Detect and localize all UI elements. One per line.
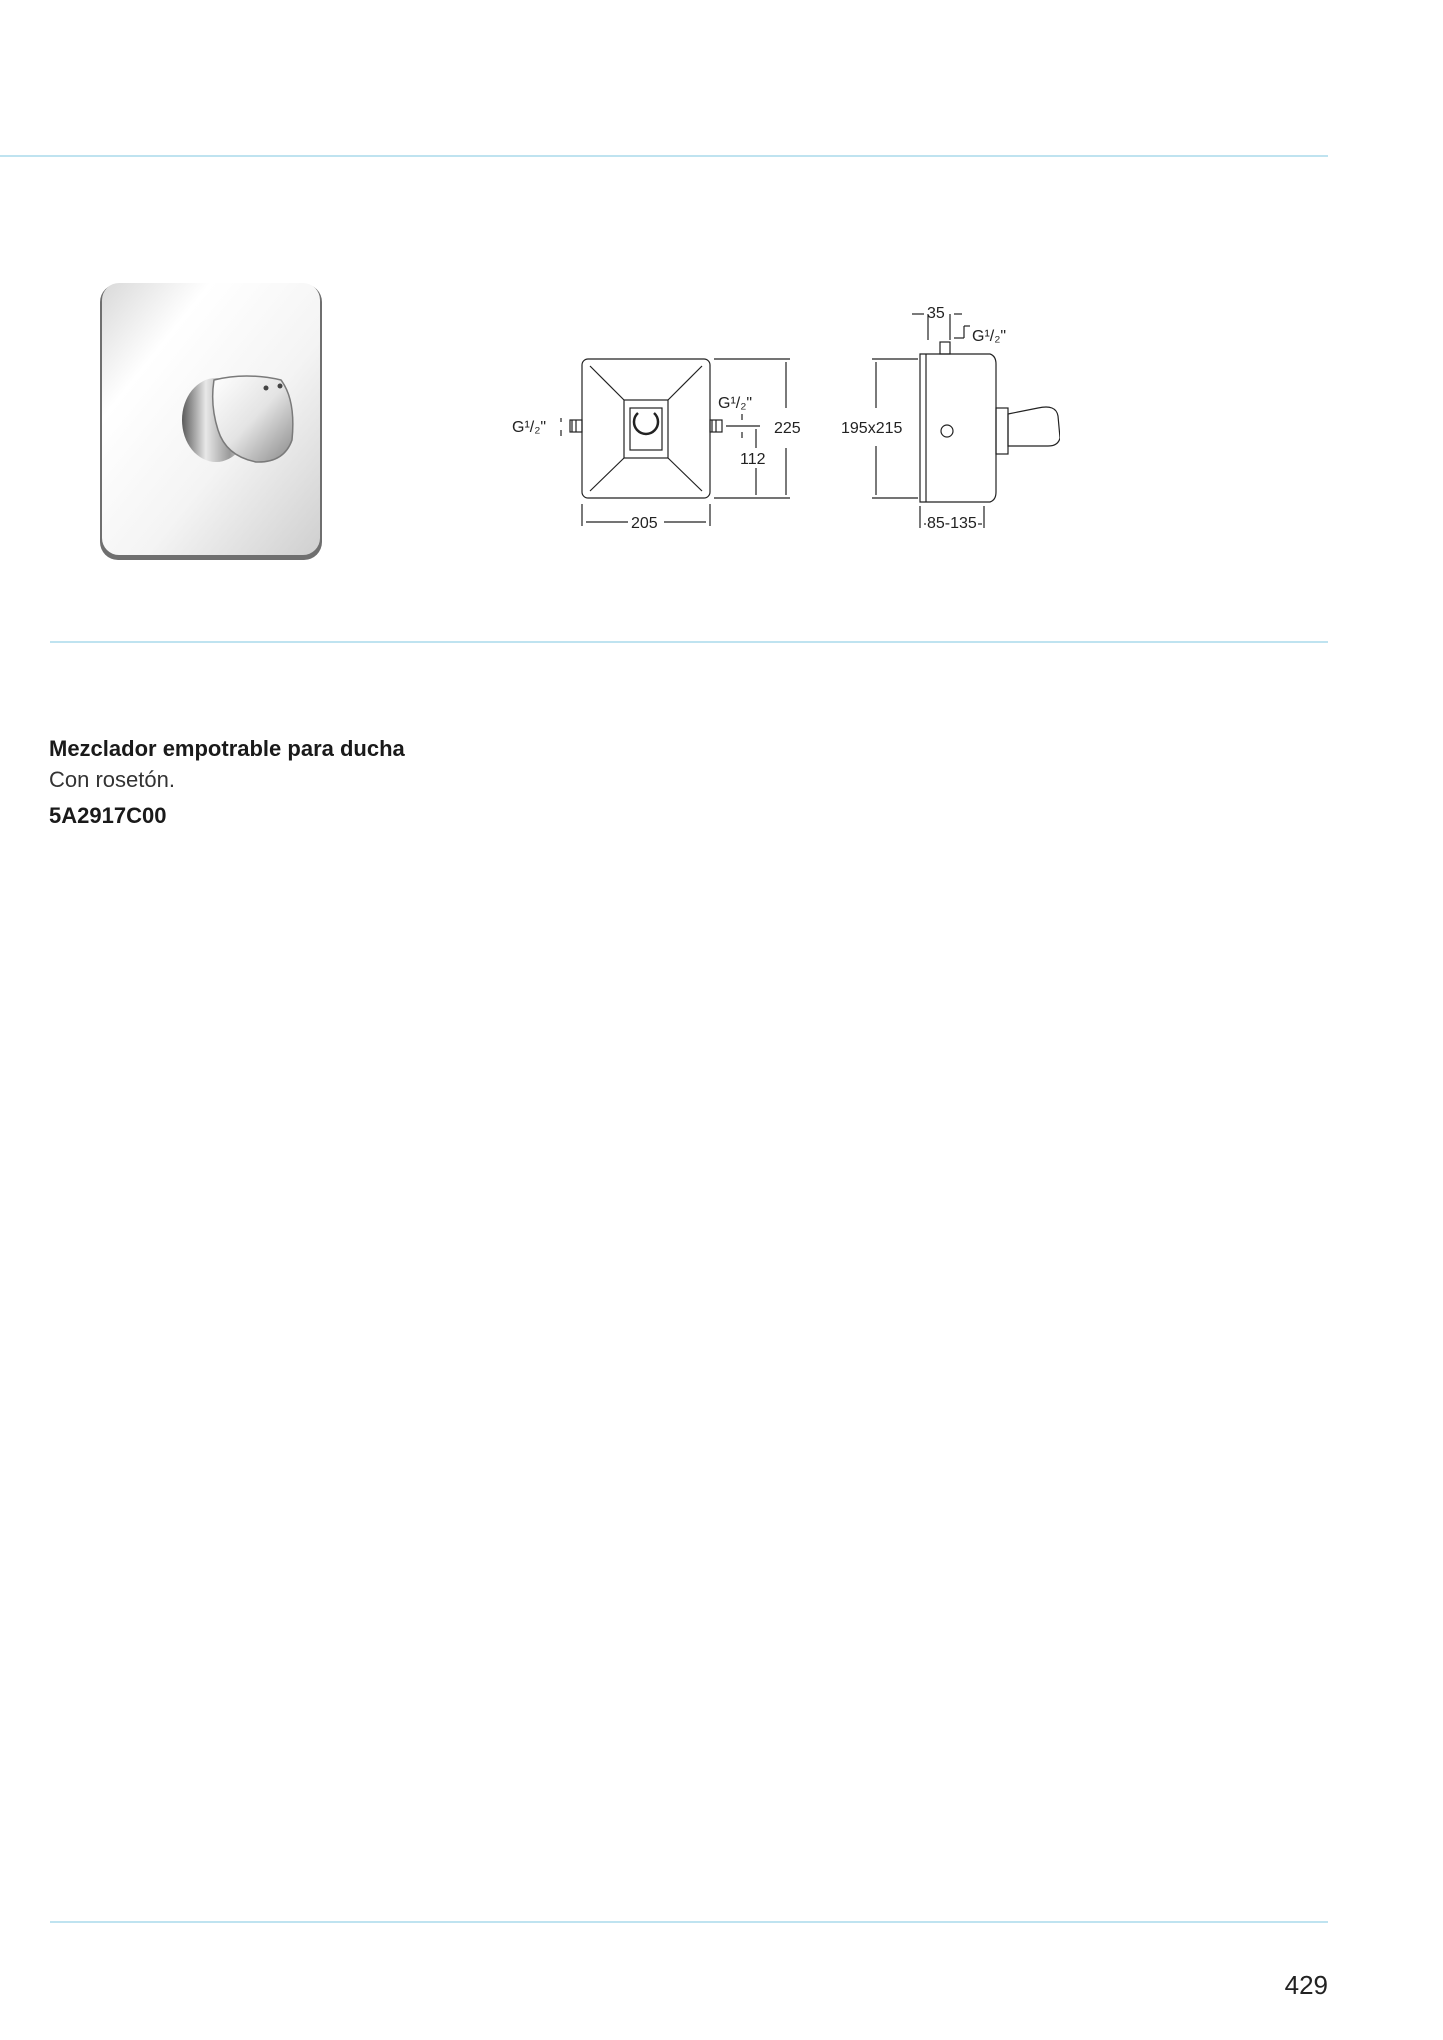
front-width-label: 205 bbox=[631, 515, 658, 532]
front-inlet-label: G¹/₂" bbox=[512, 419, 547, 436]
front-height-label: 225 bbox=[774, 420, 801, 437]
side-depth-range-label: 85-135 bbox=[927, 515, 977, 532]
front-view bbox=[561, 359, 790, 526]
bottom-divider bbox=[50, 1921, 1328, 1923]
page-number: 429 bbox=[1284, 1970, 1328, 2000]
front-center-label: 112 bbox=[740, 451, 766, 468]
front-outlet-label: G¹/₂" bbox=[718, 395, 753, 412]
product-code: 5A2917C00 bbox=[49, 803, 167, 828]
product-name: Mezclador empotrable para ducha bbox=[49, 736, 405, 761]
side-depth-top-label: 35 bbox=[927, 305, 945, 322]
side-connection-label: G¹/₂" bbox=[972, 328, 1007, 345]
top-divider bbox=[0, 155, 1328, 157]
side-box-size-label: 195x215 bbox=[841, 420, 903, 437]
product-photo bbox=[96, 280, 326, 565]
product-description: Con rosetón. bbox=[49, 767, 175, 792]
middle-divider bbox=[50, 641, 1328, 643]
technical-drawing bbox=[500, 296, 1060, 546]
